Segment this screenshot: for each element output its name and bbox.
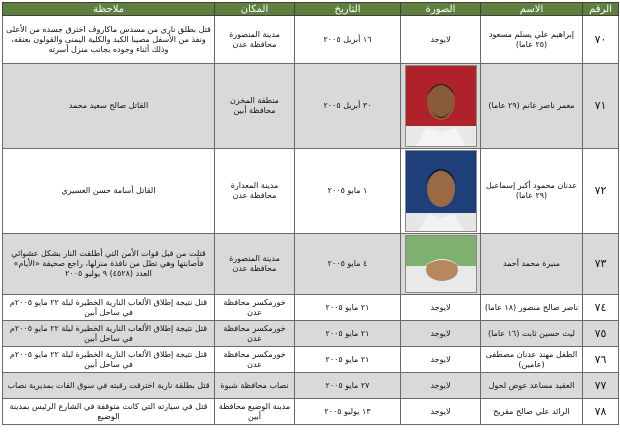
row-photo: لايوجد [401, 373, 481, 399]
row-place: منطقة المخزن محافظة أبين [215, 64, 295, 149]
row-num: ٧٣ [583, 234, 619, 295]
table-row [3, 16, 619, 64]
row-photo: لايوجد [401, 321, 481, 347]
table-row [3, 347, 619, 373]
row-note: قتلت من قبل قوات الأمن التي أطلقت النار بشكل عشوائي فأصابتها وهي تطل من نافذة منزلها، راجع صحيفة «الأيام» العدد (٤٥٢٨) ٩ يوليو ٢٠٠٥ [3, 234, 215, 295]
table-row [3, 295, 619, 321]
row-photo: لايوجد [401, 295, 481, 321]
row-photo: لايوجد [401, 399, 481, 425]
row-name: العقيد مساعد عوض لحول [481, 373, 583, 399]
table-row [3, 149, 619, 234]
portrait-photo [405, 65, 477, 147]
header-num: الرقم [583, 3, 619, 16]
row-name: الرائد علي صالح مقريح [481, 399, 583, 425]
row-num: ٧٥ [583, 321, 619, 347]
row-note: القاتل أسامة حسن العسيري [3, 149, 215, 234]
row-num: ٧٢ [583, 149, 619, 234]
row-name: الطفل مهند عدنان مصطفى (عامين) [481, 347, 583, 373]
row-photo: لايوجد [401, 347, 481, 373]
row-name: معمر ناصر غانم (٢٩ عاما) [481, 64, 583, 149]
victims-table [2, 2, 619, 425]
table-row [3, 64, 619, 149]
row-note: قتل نتيجة إطلاق الألعاب النارية الخطيرة ليلة ٢٢ مايو ٢٠٠٥م في ساحل أبين [3, 295, 215, 321]
row-num: ٧٤ [583, 295, 619, 321]
header-photo: الصورة [401, 3, 481, 16]
row-num: ٧٦ [583, 347, 619, 373]
row-note: قتل نتيجة إطلاق الألعاب النارية الخطيرة ليلة ٢٢ مايو ٢٠٠٥م في ساحل أبين [3, 321, 215, 347]
row-name: إبراهيم علي يسلم مسعود (٢٥ عاما) [481, 16, 583, 64]
row-place: نصاب محافظة شبوة [215, 373, 295, 399]
header-note: ملاحظة [3, 3, 215, 16]
row-num: ٧٠ [583, 16, 619, 64]
header-name: الاسم [481, 3, 583, 16]
row-num: ٧١ [583, 64, 619, 149]
row-place: خورمكسر محافظة عدن [215, 295, 295, 321]
row-date: ٢٧ مايو ٢٠٠٥ [295, 373, 401, 399]
row-date: ٢١ مايو ٢٠٠٥ [295, 295, 401, 321]
row-name: عدنان محمود أكبر إسماعيل (٢٩ عاما) [481, 149, 583, 234]
row-date: ١٣ يوليو ٢٠٠٥ [295, 399, 401, 425]
row-place: خورمكسر محافظة عدن [215, 347, 295, 373]
row-name: ناصر صالح منصور (١٨ عاما) [481, 295, 583, 321]
row-photo: لايوجد [401, 16, 481, 64]
table-row [3, 321, 619, 347]
row-date: ٣٠ أبريل ٢٠٠٥ [295, 64, 401, 149]
row-date: ٢١ مايو ٢٠٠٥ [295, 321, 401, 347]
portrait-photo [405, 235, 477, 293]
table-header-row [3, 3, 619, 16]
row-photo [401, 64, 481, 149]
row-name: ليث حسين ثابت (١٦ عاما) [481, 321, 583, 347]
row-place: مدينة الوضيع محافظة أبين [215, 399, 295, 425]
row-place: خورمكسر محافظة عدن [215, 321, 295, 347]
row-date: ١٦ أبريل ٢٠٠٥ [295, 16, 401, 64]
row-num: ٧٨ [583, 399, 619, 425]
portrait-photo [405, 150, 477, 232]
row-photo [401, 149, 481, 234]
row-num: ٧٧ [583, 373, 619, 399]
row-note: قتل بطلق ناري من مسدس ماكاروف اخترق جسده من الأعلى ونفذ من الأسفل مصيبا الكبد والكلية اليمنى والقولون بعنقه، وذلك أثناء وجوده بجانب منزل أسرته [3, 16, 215, 64]
row-photo [401, 234, 481, 295]
table-row [3, 234, 619, 295]
row-note: قتل بطلقة نارية اخترقت رقبته في سوق القات بمديرية نصاب [3, 373, 215, 399]
table-row [3, 373, 619, 399]
header-place: المكان [215, 3, 295, 16]
row-note: القاتل صالح سعيد محمد [3, 64, 215, 149]
row-note: قتل في سيارته التي كانت متوقفة في الشارع الرئيس بمدينة الوضيع [3, 399, 215, 425]
row-note: قتل نتيجة إطلاق الألعاب النارية الخطيرة ليلة ٢٢ مايو ٢٠٠٥م في ساحل أبين [3, 347, 215, 373]
header-date: التاريخ [295, 3, 401, 16]
row-name: منيرة محمد أحمد [481, 234, 583, 295]
row-place: مدينة المعدارة محافظة عدن [215, 149, 295, 234]
row-date: ٤ مايو ٢٠٠٥ [295, 234, 401, 295]
row-date: ٢١ مايو ٢٠٠٥ [295, 347, 401, 373]
row-place: مدينة المنصورة محافظة عدن [215, 234, 295, 295]
row-date: ١ مايو ٢٠٠٥ [295, 149, 401, 234]
row-place: مدينة المنصورة محافظة عدن [215, 16, 295, 64]
table-row [3, 399, 619, 425]
